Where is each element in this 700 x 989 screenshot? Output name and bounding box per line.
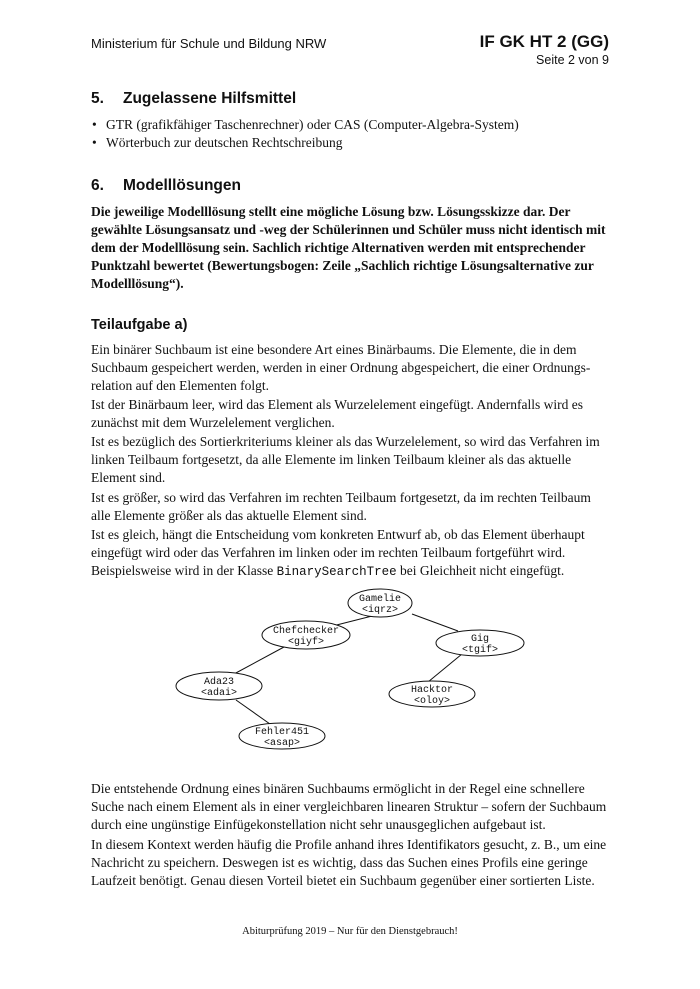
header-exam-code: IF GK HT 2 (GG) bbox=[479, 32, 609, 51]
section-6-number: 6. bbox=[91, 177, 104, 194]
binary-search-tree-diagram bbox=[0, 580, 700, 760]
section-6-title: Modelllösungen bbox=[123, 177, 241, 194]
section-5-heading bbox=[91, 90, 296, 108]
model-solution-intro: Die jeweilige Modelllösung stellt eine mögliche Lösung bzw. Lösungsskizze dar. Der gewählte Lösungsansatz und -weg der Schülerinnen und Schüler muss nicht identisch mit dem der Modelllösung sein. Sachlich richtige Alternativen werden mit entsprechender Punktzahl bewertet (Bewertungsbogen: Zeile „Sachlich richtige Lösungsalternative zur Modelllösung“). bbox=[91, 204, 606, 291]
node-key: <adai> bbox=[200, 688, 238, 699]
list-item: • GTR (grafikfähiger Taschenrechner) oder CAS (Computer-Algebra-System) bbox=[91, 116, 519, 134]
page-footer: Abiturprüfung 2019 – Nur für den Dienstgebrauch! bbox=[242, 926, 458, 937]
node-key: <iqrz> bbox=[361, 605, 399, 616]
node-name: Fehler451 bbox=[254, 727, 310, 738]
class-name-code: BinarySearchTree bbox=[276, 565, 397, 579]
node-key: <tgif> bbox=[461, 645, 499, 656]
node-key: <oloy> bbox=[413, 696, 451, 707]
tree-edge bbox=[428, 654, 462, 682]
header-page-number: Seite 2 von 9 bbox=[536, 53, 609, 67]
paragraph-7: In diesem Kontext werden häufig die Profile anhand ihres Identifikators gesucht, z. B., um eine Nachricht zu speichern. Deswegen ist es wichtig, dass das Suchen eines Profils eine geringe Laufzeit benötigt. Genau diesen Vorteil bietet ein Suchbaum gegenüber einer sortierten Liste. bbox=[91, 837, 607, 888]
node-name: Gig bbox=[470, 634, 490, 645]
node-name: Ada23 bbox=[203, 677, 235, 688]
node-name: Hacktor bbox=[410, 685, 454, 696]
tree-edge bbox=[234, 647, 284, 674]
paragraph-6: Die entstehende Ordnung eines binären Suchbaums ermöglicht in der Regel eine schnellere Suche nach einem Element als in einer vergleichbaren linearen Struktur – sofern der Suchbaum durch eine ungünstige Einfügekonstellation nicht sehr unausgeglichen aufgebaut ist. bbox=[91, 781, 607, 832]
aids-list bbox=[91, 116, 519, 152]
paragraph-5 bbox=[91, 526, 611, 581]
list-item: • Wörterbuch zur deutschen Rechtschreibung bbox=[91, 134, 519, 152]
section-6-heading bbox=[91, 177, 241, 195]
node-key: <giyf> bbox=[287, 637, 325, 648]
section-5-title: Zugelassene Hilfsmittel bbox=[123, 90, 297, 107]
paragraph-5-text-b: bei Gleichheit nicht eingefügt. bbox=[396, 563, 565, 578]
subtask-a-heading: Teilaufgabe a) bbox=[91, 317, 188, 333]
paragraph-4: Ist es größer, so wird das Verfahren im rechten Teilbaum fortgesetzt, da im rechten Teilbaum alle Elemente größer als das aktuelle Element sind. bbox=[91, 490, 591, 523]
node-name: Gamelie bbox=[358, 594, 402, 605]
paragraph-5-text-a: Ist es gleich, hängt die Entscheidung vom konkreten Entwurf ab, ob das Element überhaupt eingefügt wird oder das Verfahren im linken oder im rechten Teilbaum fortgeführt wird. Beispielsweise wird in der Klasse bbox=[91, 527, 585, 578]
tree-edge bbox=[412, 614, 458, 631]
paragraph-1: Ein binärer Suchbaum ist eine besondere Art eines Binärbaums. Die Elemente, die in dem Suchbaum gespeichert werden, werden in einer Ordnung abgespeichert, die einer Ordnungsrelation auf den Elementen folgt. bbox=[91, 342, 591, 393]
node-name: Chefchecker bbox=[272, 626, 340, 637]
paragraph-2: Ist der Binärbaum leer, wird das Element als Wurzelelement eingefügt. Andernfalls wird es zunächst mit dem Wurzelelement verglichen. bbox=[91, 397, 584, 430]
tree-edge bbox=[236, 700, 270, 724]
paragraph-3: Ist es bezüglich des Sortierkriteriums kleiner als das Wurzelelement, so wird das Verfahren im linken Teilbaum fortgesetzt, da alle Elemente im linken Teilbaum kleiner als das aktuelle Element sind. bbox=[91, 434, 600, 485]
section-5-number: 5. bbox=[91, 90, 104, 107]
header-ministry: Ministerium für Schule und Bildung NRW bbox=[91, 36, 327, 51]
node-key: <asap> bbox=[263, 738, 301, 749]
